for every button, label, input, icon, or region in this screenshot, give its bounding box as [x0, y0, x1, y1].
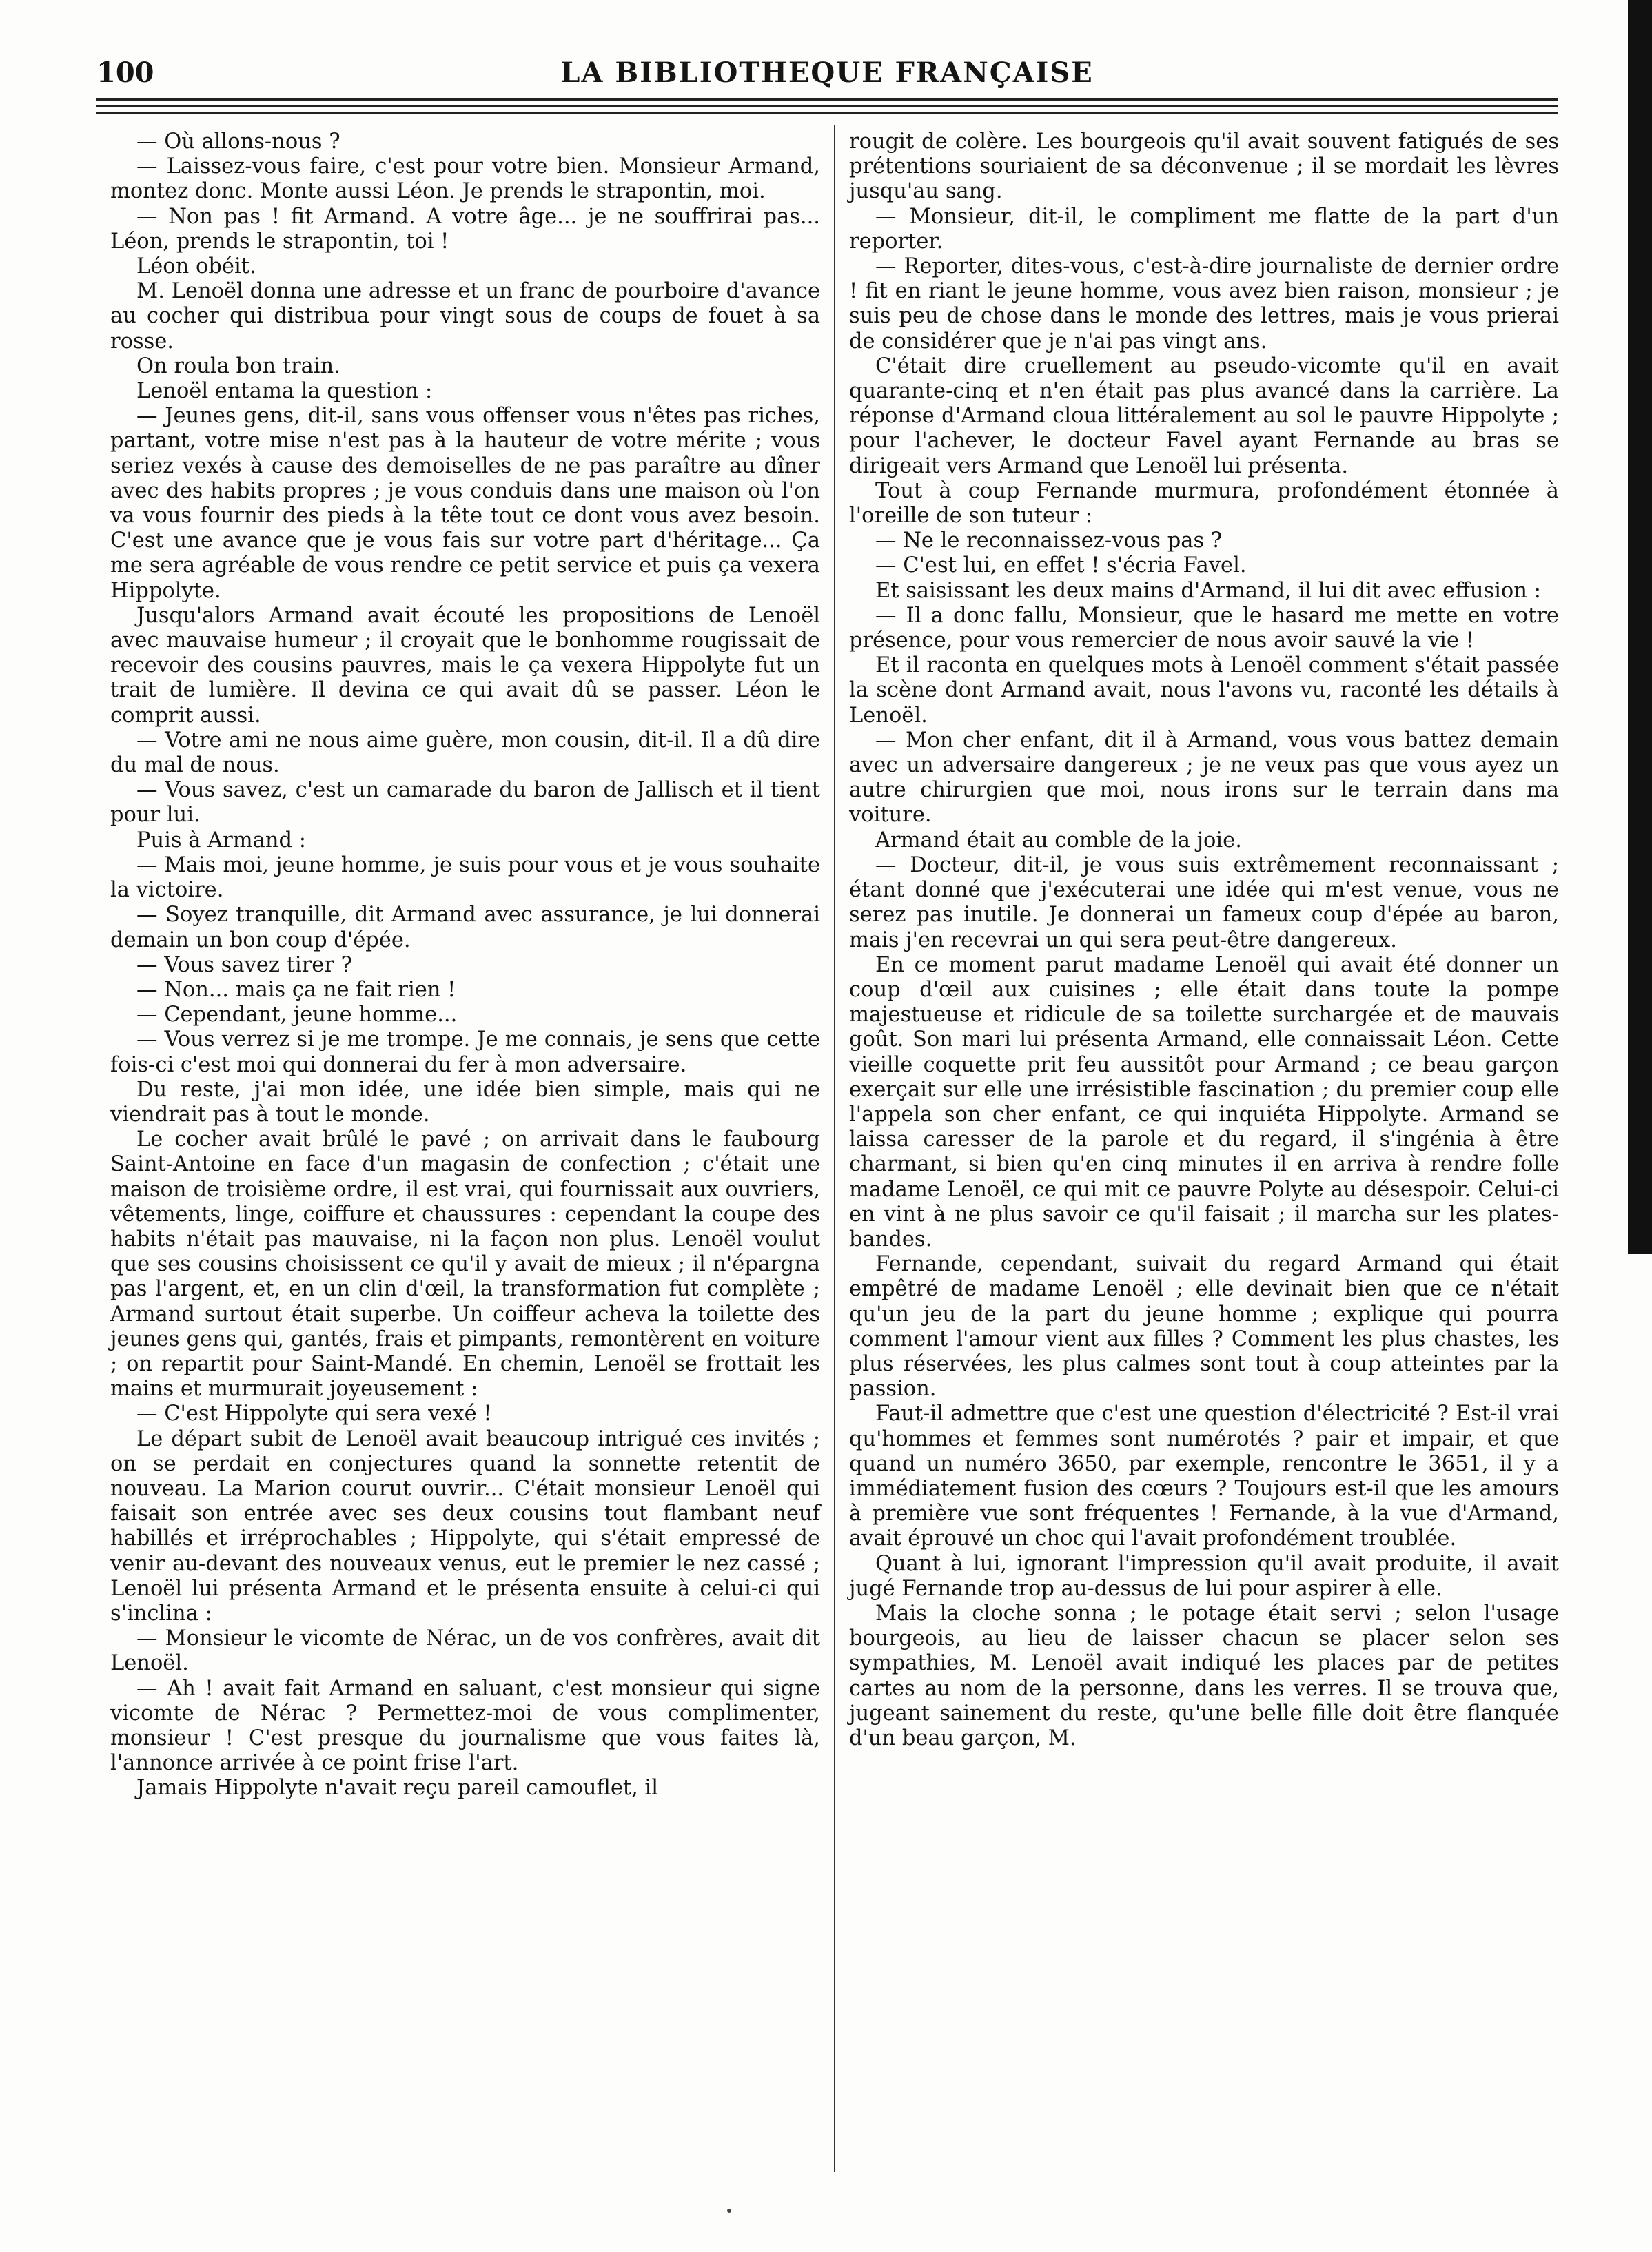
page-header	[96, 52, 1558, 94]
ink-speck	[727, 2209, 731, 2213]
paragraph: Faut-il admettre que c'est une question d'électricité ? Est-il vrai qu'hommes et femmes sont numérotés ? pair et impair, et que quand un numéro 3650, par exemple, rencontre le 3651, il y a immédiatement fusion des cœurs ? Toujours est-il que les amours à première vue sont fréquentes ! Fernande, à la vue d'Armand, avait éprouvé un choc qui l'avait profondément troublée.	[849, 1402, 1559, 1551]
paragraph: On roula bon train.	[136, 354, 340, 378]
column-divider	[834, 125, 835, 2172]
paragraph: En ce moment parut madame Lenoël qui avait été donner un coup d'œil aux cuisines ; elle était dans toute la pompe majestueuse et ridicule de sa toilette surchargée et de mauvais goût. Son mari lui présenta Armand, elle connaissait Léon. Cette vieille coquette prit feu aussitôt pour Armand ; ce beau garçon exerçait sur elle une irrésistible fascination ; du premier coup elle l'appela son cher enfant, ce qui inquiéta Hippolyte. Armand se laissa caresser de la parole et du regard, il s'ingénia à être charmant, si bien qu'en cinq minutes il en arriva à rendre folle madame Lenoël, ce qui mit ce pauvre Polyte au désespoir. Celui-ci en vint à ne plus savoir ce qu'il faisait ; il marcha sur les plates-bandes.	[849, 952, 1559, 1251]
paragraph: — Jeunes gens, dit-il, sans vous offenser vous n'êtes pas riches, partant, votre mise n'est pas à la hauteur de votre mérite ; vous seriez vexés à cause des demoiselles de ne pas paraître au dîner avec des habits propres ; je vous conduis dans une maison où l'on va vous fournir des pieds à la tête tout ce dont vous avez besoin. C'est une avance que je vous fais sur votre part d'héritage... Ça me sera agréable de vous rendre ce petit service et puis ça vexera Hippolyte.	[110, 404, 820, 603]
paragraph: Et saisissant les deux mains d'Armand, il lui dit avec effusion :	[875, 578, 1541, 603]
paragraph: — Vous savez tirer ?	[136, 952, 352, 977]
paragraph: Fernande, cependant, suivait du regard Armand qui était empêtré de madame Lenoël ; elle devinait bien que ce n'était qu'un jeu de la part du jeune homme ; explique qui pourra comment l'amour vient aux filles ? Comment les plus chastes, les plus réservées, les plus calmes sont tout à coup atteintes par la passion.	[849, 1252, 1559, 1402]
paragraph: Armand était au comble de la joie.	[875, 828, 1242, 852]
paragraph: — Votre ami ne nous aime guère, mon cousin, dit-il. Il a dû dire du mal de nous.	[110, 728, 820, 778]
paragraph: — Où allons-nous ?	[136, 130, 340, 154]
running-title: LA BIBLIOTHEQUE FRANÇAISE	[560, 57, 1094, 89]
paragraph: Le cocher avait brûlé le pavé ; on arrivait dans le faubourg Saint-Antoine en face d'un magasin de confection ; c'était une maison de troisième ordre, il est vrai, qui fournissait aux ouvriers, vêtements, linge, coiffure et chaussures : cependant la coupe des habits n'était pas mauvaise, ni la façon non plus. Lenoël voulut que ses cousins choisissent ce qu'il y avait de mieux ; il n'épargna pas l'argent, et, en un clin d'œil, la transformation fut complète ; Armand surtout était superbe. Un coiffeur acheva la toilette des jeunes gens qui, gantés, frais et pimpants, remontèrent en voiture ; on repartit pour Saint-Mandé. En chemin, Lenoël se frottait les mains et murmurait joyeusement :	[110, 1127, 820, 1402]
paragraph: — Non pas ! fit Armand. A votre âge... je ne souffrirai pas... Léon, prends le strapontin, toi !	[110, 204, 820, 254]
paragraph: Du reste, j'ai mon idée, une idée bien simple, mais qui ne viendrait pas à tout le monde.	[110, 1077, 820, 1127]
paragraph: — Monsieur, dit-il, le compliment me flatte de la part d'un reporter.	[849, 204, 1559, 254]
margin-black-bar	[1628, 0, 1652, 1254]
paragraph: M. Lenoël donna une adresse et un franc de pourboire d'avance au cocher qui distribua pour vingt sous de coups de fouet à sa rosse.	[110, 279, 820, 354]
paragraph: C'était dire cruellement au pseudo-vicomte qu'il en avait quarante-cinq et n'en était pas plus avancé dans la carrière. La réponse d'Armand cloua littéralement au sol le pauvre Hippolyte ; pour l'achever, le docteur Favel ayant Fernande au bras se dirigeait vers Armand que Lenoël lui présenta.	[849, 354, 1559, 478]
paragraph: Quant à lui, ignorant l'impression qu'il avait produite, il avait jugé Fernande trop au-dessus de lui pour aspirer à elle.	[849, 1551, 1559, 1601]
paragraph: — Vous savez, c'est un camarade du baron de Jallisch et il tient pour lui.	[110, 778, 820, 828]
paragraph: — Ah ! avait fait Armand en saluant, c'est monsieur qui signe vicomte de Nérac ? Permettez-moi de vous complimenter, monsieur ! C'est presque du journalisme que vous faites là, l'annonce arrivée à ce point frise l'art.	[110, 1676, 820, 1776]
paragraph: rougit de colère. Les bourgeois qu'il avait souvent fatigués de ses prétentions souriaient de sa déconvenue ; il se mordait les lèvres jusqu'au sang.	[849, 130, 1559, 204]
paragraph: Jusqu'alors Armand avait écouté les propositions de Lenoël avec mauvaise humeur ; il croyait que le bonhomme rougissait de recevoir des cousins pauvres, mais le ça vexera Hippolyte fut un trait de lumière. Il devina ce qui avait dû se passer. Léon le comprit aussi.	[110, 603, 820, 728]
header-rule	[96, 98, 1558, 101]
paragraph: Tout à coup Fernande murmura, profondément étonnée à l'oreille de son tuteur :	[849, 478, 1559, 529]
paragraph: — Cependant, jeune homme...	[136, 1003, 458, 1027]
paragraph: Lenoël entama la question :	[136, 379, 433, 404]
paragraph: Et il raconta en quelques mots à Lenoël comment s'était passée la scène dont Armand avait, nous l'avons vu, raconté les détails à Lenoël.	[849, 653, 1559, 728]
paragraph: Jamais Hippolyte n'avait reçu pareil camouflet, il	[136, 1776, 659, 1801]
paragraph: — Ne le reconnaissez-vous pas ?	[875, 529, 1223, 553]
page-number: 100	[96, 57, 154, 89]
paragraph: — Reporter, dites-vous, c'est-à-dire journaliste de dernier ordre ! fit en riant le jeune homme, vous avez bien raison, monsieur ; je suis peu de chose dans le monde des lettres, mais je vous prierai de considérer que je n'ai pas vingt ans.	[849, 254, 1559, 354]
paragraph: — C'est lui, en effet ! s'écria Favel.	[875, 553, 1247, 578]
paragraph: Léon obéit.	[136, 254, 256, 279]
text-column-left	[110, 130, 820, 1801]
paragraph: — Mon cher enfant, dit il à Armand, vous vous battez demain avec un adversaire dangereux ; je ne veux pas que vous ayez un autre chirurgien que moi, nous irons sur le terrain dans ma voiture.	[849, 728, 1559, 828]
paragraph: — Non... mais ça ne fait rien !	[136, 977, 456, 1002]
paragraph: — Mais moi, jeune homme, je suis pour vous et je vous souhaite la victoire.	[110, 852, 820, 903]
header-rule	[96, 105, 1558, 107]
paragraph: — C'est Hippolyte qui sera vexé !	[136, 1402, 492, 1426]
paragraph: Le départ subit de Lenoël avait beaucoup intrigué ces invités ; on se perdait en conjectures quand la sonnette retentit de nouveau. La Marion courut ouvrir... C'était monsieur Lenoël qui faisait son entrée avec ses deux cousins tout flambant neuf habillés et irréprochables ; Hippolyte, qui s'était empressé de venir au-devant des nouveaux venus, eut le premier le nez cassé ; Lenoël lui présenta Armand et le présenta ensuite à celui-ci qui s'inclina :	[110, 1426, 820, 1626]
paragraph: — Il a donc fallu, Monsieur, que le hasard me mette en votre présence, pour vous remercier de nous avoir sauvé la vie !	[849, 603, 1559, 653]
paragraph: — Monsieur le vicomte de Nérac, un de vos confrères, avait dit Lenoël.	[110, 1626, 820, 1676]
paragraph: — Soyez tranquille, dit Armand avec assurance, je lui donnerai demain un bon coup d'épée.	[110, 903, 820, 952]
header-rule	[96, 112, 1558, 114]
text-column-right	[849, 130, 1559, 1751]
paragraph: — Docteur, dit-il, je vous suis extrêmement reconnaissant ; étant donné que j'exécuterai une idée qui m'est venue, vous ne serez pas inutile. Je donnerai un fameux coup d'épée au baron, mais j'en recevrai un qui sera peut-être dangereux.	[849, 852, 1559, 952]
paragraph: — Vous verrez si je me trompe. Je me connais, je sens que cette fois-ci c'est moi qui donnerai du fer à mon adversaire.	[110, 1027, 820, 1077]
paragraph: Puis à Armand :	[136, 828, 306, 852]
paragraph: Mais la cloche sonna ; le potage était servi ; selon l'usage bourgeois, au lieu de laisser chacun se placer selon ses sympathies, M. Lenoël avait indiqué les places par de petites cartes au nom de la personne, dans les verres. Il se trouva que, jugeant sainement du reste, qu'une belle fille doit être flanquée d'un beau garçon, M.	[849, 1601, 1559, 1750]
paragraph: — Laissez-vous faire, c'est pour votre bien. Monsieur Armand, montez donc. Monte aussi Léon. Je prends le strapontin, moi.	[110, 154, 820, 204]
